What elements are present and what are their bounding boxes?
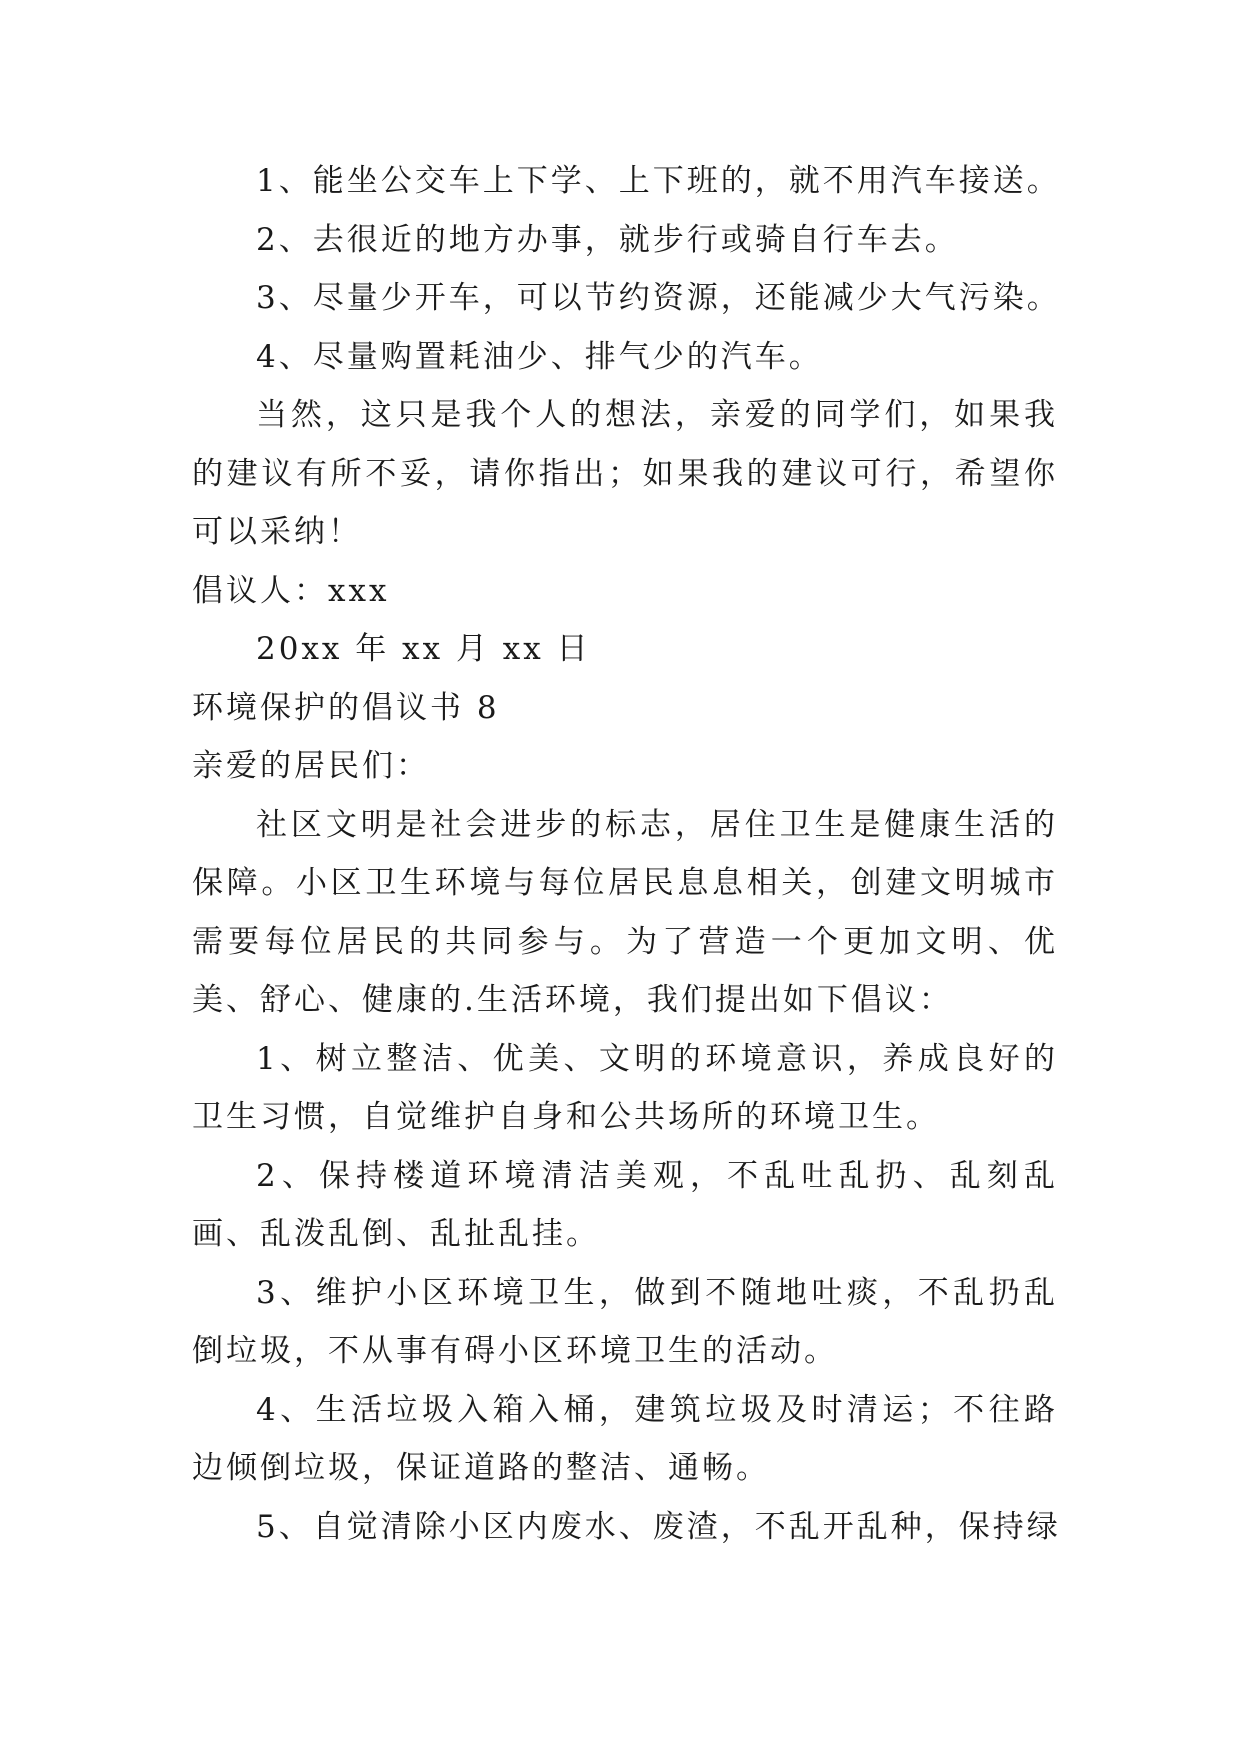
proposal-item-1: 1、树立整洁、优美、文明的环境意识，养成良好的卫生习惯，自觉维护自身和公共场所的环境卫生。 <box>192 1040 1058 1135</box>
proposal-item-5: 5、自觉清除小区内废水、废渣，不乱开乱种，保持绿 <box>256 1508 1061 1545</box>
intro-paragraph: 社区文明是社会进步的标志，居住卫生是健康生活的保障。小区卫生环境与每位居民息息相关，创建文明城市需要每位居民的共同参与。为了营造一个更加文明、优美、舒心、健康的.生活环境，我们提出如下倡议： <box>192 806 1058 1018</box>
proposal-item-3: 3、维护小区环境卫生，做到不随地吐痰，不乱扔乱倒垃圾，不从事有碍小区环境卫生的活动。 <box>192 1274 1058 1369</box>
closing-paragraph: 当然，这只是我个人的想法，亲爱的同学们，如果我的建议有所不妥，请你指出；如果我的建议可行，希望你可以采纳！ <box>192 397 1058 550</box>
salutation: 亲爱的居民们： <box>192 748 430 784</box>
date-line: 20xx 年 xx 月 xx 日 <box>256 631 591 667</box>
list-item-bus: 1、能坐公交车上下学、上下班的，就不用汽车接送。 <box>256 163 1061 199</box>
proposal-item-2: 2、保持楼道环境清洁美观，不乱吐乱扔、乱刻乱画、乱泼乱倒、乱扯乱挂。 <box>192 1157 1058 1252</box>
list-item-walk: 2、去很近的地方办事，就步行或骑自行车去。 <box>256 221 959 258</box>
proposal-item-4: 4、生活垃圾入箱入桶，建筑垃圾及时清运；不往路边倾倒垃圾，保证道路的整洁、通畅。 <box>192 1391 1058 1486</box>
section-title: 环境保护的倡议书 8 <box>192 689 500 726</box>
list-item-drive-less: 3、尽量少开车，可以节约资源，还能减少大气污染。 <box>256 280 1061 316</box>
proposer-signature: 倡议人：xxx <box>192 572 390 609</box>
document-body <box>192 152 1061 1556</box>
list-item-efficient-car: 4、尽量购置耗油少、排气少的汽车。 <box>256 338 823 375</box>
